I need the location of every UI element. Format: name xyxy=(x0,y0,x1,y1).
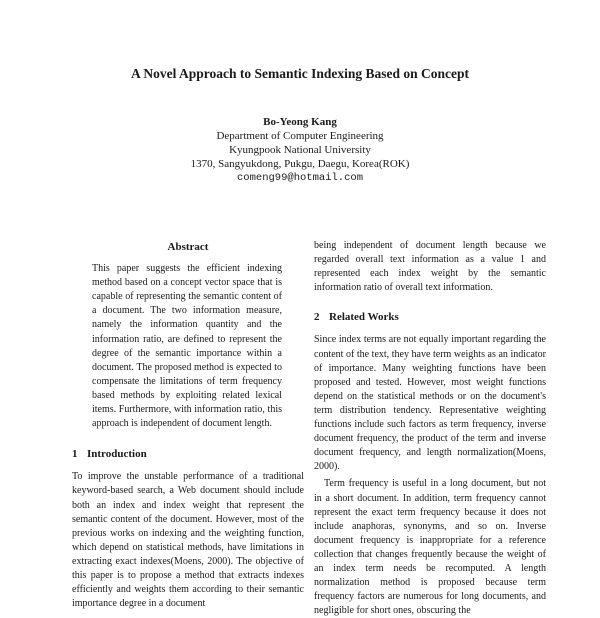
introduction-number: 1 xyxy=(72,448,78,461)
introduction-title: Introduction xyxy=(87,448,147,461)
introduction-body: To improve the unstable performance of a traditional keyword-based search, a Web document should include both an index and index weight that represent the semantic content of the document. However, most of the previous works on indexing and the weighting function, which depend on statistical methods, have limitations in extracting exact indexes(Moens, 2000). The objective of this paper is to propose a method that extracts indexes efficiently and weights them according to their semantic importance degree in a document xyxy=(72,471,304,610)
author-email: comeng99@hotmail.com xyxy=(236,172,364,184)
related-works-heading xyxy=(314,310,546,324)
related-works-paragraph-1: Since index terms are not equally important regarding the content of the text, they have term weights as an indicator of importance. Many weighting functions have been proposed and tested. However, most weight functions depend on the statistical methods or on the document's term distribution tendency. Representative weighting functions include such factors as term frequency, inverse document frequency, the product of the term and inverse document frequency, and length normalization(Moens, 2000). xyxy=(314,334,546,473)
abstract-heading: Abstract xyxy=(167,241,209,253)
author-address: 1370, Sangyukdong, Pukgu, Daegu, Korea(ROK) xyxy=(190,158,410,170)
left-column xyxy=(72,240,304,611)
author-university: Kyungpook National University xyxy=(229,144,371,156)
paper-title: A Novel Approach to Semantic Indexing Based on Concept xyxy=(130,66,470,81)
author-department: Department of Computer Engineering xyxy=(216,130,384,142)
right-column xyxy=(314,239,546,618)
related-works-title: Related Works xyxy=(329,311,399,324)
continuation-paragraph: being independent of document length because we regarded overall text information as a value 1 and represented each index weight by the semantic information ratio of overall text information. xyxy=(314,240,546,294)
author-name: Bo-Yeong Kang xyxy=(263,116,337,128)
introduction-heading xyxy=(72,447,304,461)
related-works-paragraph-2: Term frequency is useful in a long document, but not in a short document. In addition, term frequency cannot represent the exact term frequency because it does not include anaphoras, synonyms, and so on. Inverse document frequency is inappropriate for a reference collection that changes frequently because the weight of an index term needs be recomputed. A length normalization method is proposed because term frequency factors are numerous for long documents, and negligible for short ones, obscuring the xyxy=(314,478,546,617)
abstract-body: This paper suggests the efficient indexing method based on a concept vector space that is capable of representing the semantic content of a document. The two information measure, namely the information quantity and the information ratio, are defined to represent the degree of the semantic importance within a document. The proposed method is expected to compensate the limitations of term frequency based methods by exploiting related lexical items. Furthermore, with information ratio, this approach is independent of document length. xyxy=(92,263,282,430)
author-block xyxy=(0,115,600,185)
related-works-number: 2 xyxy=(314,311,320,324)
